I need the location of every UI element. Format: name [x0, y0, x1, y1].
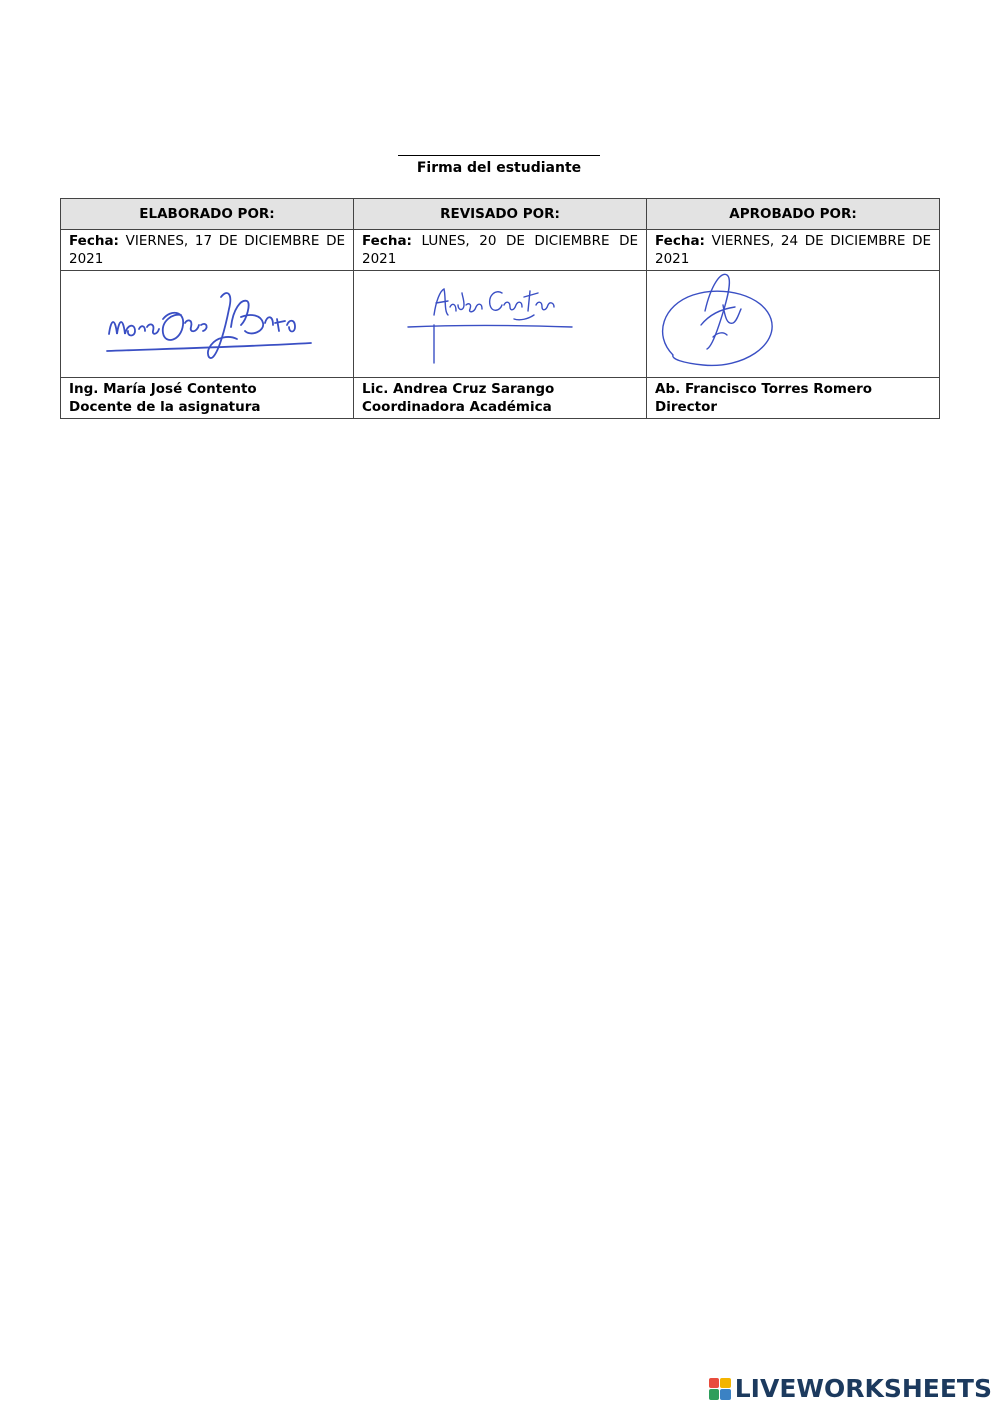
liveworksheets-brand[interactable]: [709, 1374, 992, 1403]
header-row: [61, 199, 940, 230]
date-label: Fecha:: [362, 233, 412, 249]
handwritten-signature-image: [653, 265, 803, 373]
name-row: [61, 378, 940, 419]
approvals-table: [60, 198, 940, 419]
date-cell-revisado: [354, 230, 647, 271]
brand-name: LIVEWORKSHEETS: [734, 1374, 992, 1403]
header-elaborado: ELABORADO POR:: [61, 199, 354, 230]
date-cell-elaborado: [61, 230, 354, 271]
signer-role: Coordinadora Académica: [362, 399, 552, 415]
handwritten-signature-image: [101, 279, 321, 369]
signer-name: Ing. María José Contento: [69, 381, 257, 397]
header-aprobado: APROBADO POR:: [647, 199, 940, 230]
signer-name: Lic. Andrea Cruz Sarango: [362, 381, 555, 397]
signer-aprobado: [647, 378, 940, 419]
header-revisado: REVISADO POR:: [354, 199, 647, 230]
signature-line: [398, 155, 600, 156]
student-signature-label: Firma del estudiante: [416, 160, 582, 176]
student-signature-block: [398, 140, 600, 176]
liveworksheets-logo-icon: [709, 1378, 731, 1400]
signature-cell-elaborado: [61, 271, 354, 378]
date-label: Fecha:: [69, 233, 119, 249]
date-row: [61, 230, 940, 271]
date-value: VIERNES, 24 DE DICIEMBRE DE 2021: [655, 233, 931, 267]
handwritten-signature-image: [404, 275, 604, 365]
signer-elaborado: [61, 378, 354, 419]
signer-role: Docente de la asignatura: [69, 399, 261, 415]
signature-cell-revisado: [354, 271, 647, 378]
date-value: LUNES, 20 DE DICIEMBRE DE 2021: [362, 233, 639, 267]
date-label: Fecha:: [655, 233, 705, 249]
signer-name: Ab. Francisco Torres Romero: [655, 381, 873, 397]
signer-role: Director: [655, 399, 718, 415]
date-value: VIERNES, 17 DE DICIEMBRE DE 2021: [69, 233, 345, 267]
signature-row: [61, 271, 940, 378]
signer-revisado: [354, 378, 647, 419]
signature-cell-aprobado: [647, 271, 940, 378]
